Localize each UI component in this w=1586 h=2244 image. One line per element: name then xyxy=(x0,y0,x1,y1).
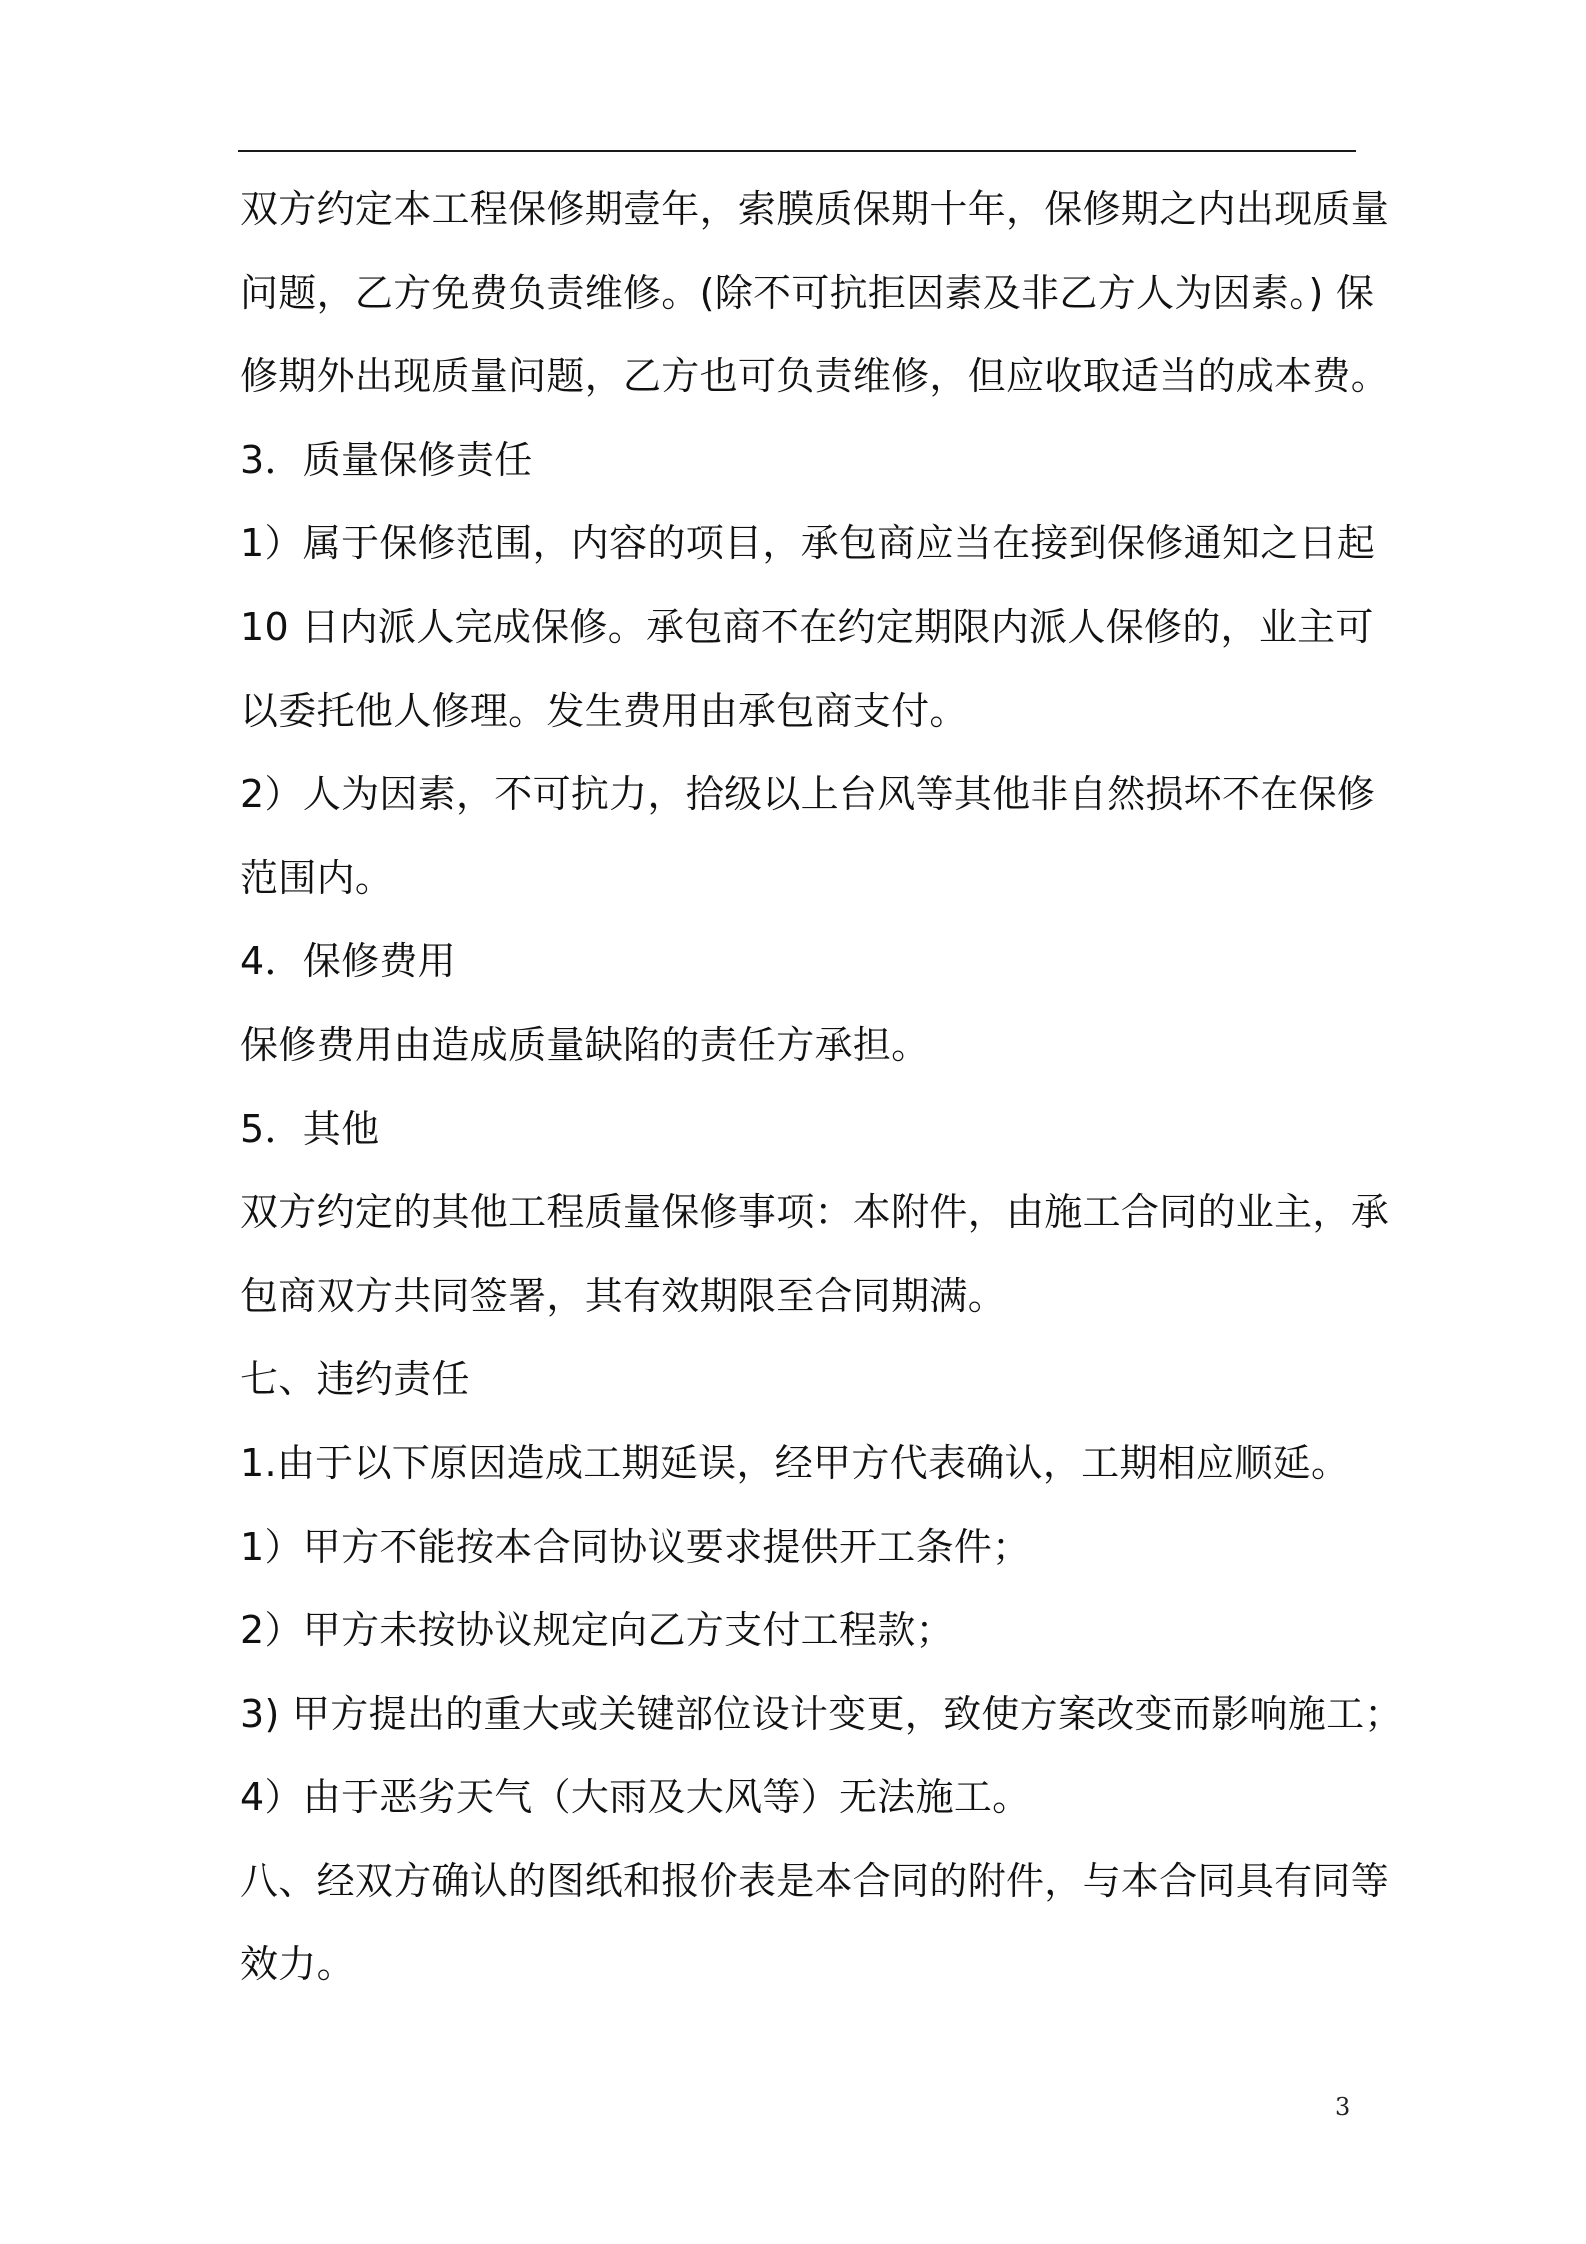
section-heading: 3．质量保修责任 xyxy=(240,437,533,482)
section-heading: 4．保修费用 xyxy=(240,939,456,984)
text-line: 范围内。 xyxy=(240,855,394,900)
text-line: 以委托他人修理。发生费用由承包商支付。 xyxy=(240,688,968,733)
section-heading: 5．其他 xyxy=(240,1106,380,1151)
text-line: 1.由于以下原因造成工期延误，经甲方代表确认，工期相应顺延。 xyxy=(240,1440,1350,1485)
text-line: 问题，乙方免费负责维修。(除不可抗拒因素及非乙方人为因素。) 保 xyxy=(240,270,1375,315)
text-line: 效力。 xyxy=(240,1942,355,1987)
text-line: 双方约定本工程保修期壹年，索膜质保期十年，保修期之内出现质量 xyxy=(240,187,1390,231)
text-line: 2）甲方未按协议规定向乙方支付工程款； xyxy=(240,1608,954,1653)
text-line: 2）人为因素，不可抗力，拾级以上台风等其他非自然损坏不在保修 xyxy=(240,772,1376,817)
text-line: 1）甲方不能按本合同协议要求提供开工条件； xyxy=(240,1524,1031,1569)
text-line: 保修费用由造成质量缺陷的责任方承担。 xyxy=(240,1022,930,1067)
section-heading: 八、经双方确认的图纸和报价表是本合同的附件，与本合同具有同等 xyxy=(240,1858,1390,1903)
page-number: 3 xyxy=(1335,2093,1351,2121)
text-line: 3) 甲方提出的重大或关键部位设计变更，致使方案改变而影响施工； xyxy=(240,1691,1403,1736)
document-body xyxy=(240,168,1403,2007)
section-heading: 七、违约责任 xyxy=(240,1357,470,1402)
text-line: 修期外出现质量问题，乙方也可负责维修，但应收取适当的成本费。 xyxy=(240,354,1390,399)
text-line: 1）属于保修范围，内容的项目，承包商应当在接到保修通知之日起 xyxy=(240,521,1376,566)
text-line: 4）由于恶劣天气（大雨及大风等）无法施工。 xyxy=(240,1775,1031,1820)
text-line: 包商双方共同签署，其有效期限至合同期满。 xyxy=(240,1273,1007,1318)
text-line: 双方约定的其他工程质量保修事项：本附件，由施工合同的业主，承 xyxy=(240,1190,1390,1235)
header-rule xyxy=(238,150,1356,152)
text-line: 10 日内派人完成保修。承包商不在约定期限内派人保修的，业主可 xyxy=(240,604,1374,649)
